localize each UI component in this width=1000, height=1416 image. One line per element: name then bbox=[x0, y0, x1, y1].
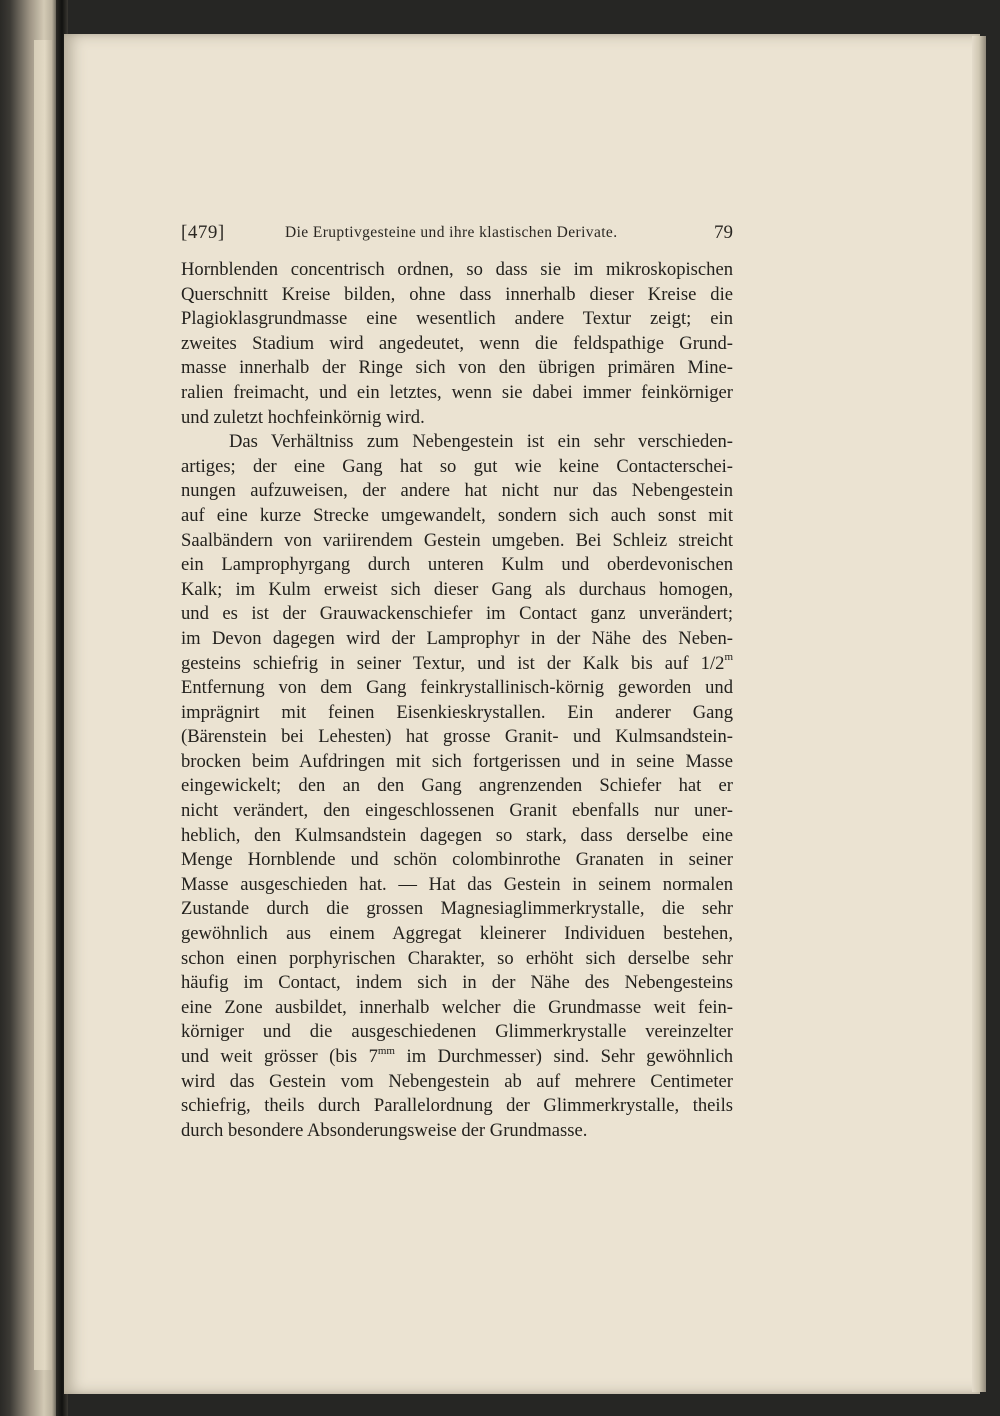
text-line: häufig im Contact, indem sich in der Nähe des Nebengesteins bbox=[181, 972, 733, 994]
text-line: schiefrig, theils durch Parallelordnung der Glimmerkrystalle, theils bbox=[181, 1095, 733, 1117]
unit-superscript: m bbox=[724, 651, 733, 664]
page-label: [479] bbox=[181, 222, 225, 243]
line-text: und weit grösser (bis 7 bbox=[181, 1046, 378, 1067]
text-line: wird das Gestein vom Nebengestein ab auf mehrere Centimeter bbox=[181, 1070, 733, 1092]
text-line: eingewickelt; den an den Gang angrenzenden Schiefer hat er bbox=[181, 775, 733, 797]
text-line: gewöhnlich aus einem Aggregat kleinerer Individuen bestehen, bbox=[181, 923, 733, 945]
text-line: ralien freimacht, und ein letztes, wenn sie dabei immer feinkörniger bbox=[181, 381, 733, 403]
text-line: Saalbändern von variirendem Gestein umgeben. Bei Schleiz streicht bbox=[181, 529, 733, 551]
text-line: schon einen porphyrischen Charakter, so erhöht sich derselbe sehr bbox=[181, 947, 733, 969]
text-line: masse innerhalb der Ringe sich von den übrigen primären Mine- bbox=[181, 357, 733, 379]
text-line: artiges; der eine Gang hat so gut wie keine Contacterschei- bbox=[181, 455, 733, 477]
text-line: ein Lamprophyrgang durch unteren Kulm und oberdevonischen bbox=[181, 554, 733, 576]
unit-superscript: mm bbox=[377, 1044, 395, 1057]
text-line: Kalk; im Kulm erweist sich dieser Gang als durchaus homogen, bbox=[181, 578, 733, 600]
text-line: im Devon dagegen wird der Lamprophyr in der Nähe des Neben- bbox=[181, 627, 733, 649]
line-text: im Durchmesser) sind. Sehr gewöhnlich bbox=[406, 1046, 733, 1067]
text-line: nicht verändert, den eingeschlossenen Granit ebenfalls nur uner- bbox=[181, 800, 733, 822]
running-title: Die Eruptivgesteine und ihre klastischen Derivate. bbox=[285, 224, 618, 241]
text-line: brocken beim Aufdringen mit sich fortgerissen und in seine Masse bbox=[181, 750, 733, 772]
fraction: 1/2 bbox=[700, 652, 725, 674]
text-line: durch besondere Absonderungsweise der Grundmasse. bbox=[181, 1119, 588, 1141]
line-text: gesteins schiefrig in seiner Textur, und ist der Kalk bis auf bbox=[181, 652, 689, 674]
text-line: Entfernung von dem Gang feinkrystallinisch-körnig geworden und bbox=[181, 677, 733, 699]
paragraph-start-line: Das Verhältniss zum Nebengestein ist ein sehr verschieden- bbox=[229, 431, 733, 453]
text-line: körniger und die ausgeschiedenen Glimmerkrystalle vereinzelter bbox=[181, 1021, 733, 1043]
body-text bbox=[181, 258, 733, 1143]
page-number: 79 bbox=[714, 222, 733, 243]
text-line-with-unit bbox=[181, 1045, 733, 1070]
text-line: und zuletzt hochfeinkörnig wird. bbox=[181, 406, 425, 428]
text-line: Zustande durch die grossen Magnesiaglimmerkrystalle, die sehr bbox=[181, 898, 733, 920]
text-line: Hornblenden concentrisch ordnen, so dass sie im mikroskopischen bbox=[181, 259, 733, 280]
text-line: nungen aufzuweisen, der andere hat nicht nur das Nebengestein bbox=[181, 480, 733, 502]
text-line: und es ist der Grauwackenschiefer im Contact ganz unverändert; bbox=[181, 603, 733, 625]
text-line: Plagioklasgrundmasse eine wesentlich andere Textur zeigt; ein bbox=[181, 308, 733, 330]
text-line: (Bärenstein bei Lehesten) hat grosse Granit- und Kulmsandstein- bbox=[181, 726, 733, 748]
text-line: imprägnirt mit feinen Eisenkieskrystallen. Ein anderer Gang bbox=[181, 701, 733, 723]
text-line: Masse ausgeschieden hat. — Hat das Gestein in seinem normalen bbox=[181, 873, 733, 895]
running-header bbox=[181, 222, 733, 248]
left-page-paper bbox=[34, 40, 52, 1370]
text-line: auf eine kurze Strecke umgewandelt, sondern sich auch sonst mit bbox=[181, 504, 733, 526]
text-line: Menge Hornblende und schön colombinrothe Granaten in seiner bbox=[181, 849, 733, 871]
text-line: heblich, den Kulmsandstein dagegen so stark, dass derselbe eine bbox=[181, 824, 733, 846]
text-line-with-fraction bbox=[181, 652, 733, 677]
text-line: zweites Stadium wird angedeutet, wenn die feldspathige Grund- bbox=[181, 332, 733, 354]
text-line: Querschnitt Kreise bilden, ohne dass innerhalb dieser Kreise die bbox=[181, 283, 733, 305]
page-stack-edge bbox=[972, 36, 986, 1392]
text-line: eine Zone ausbildet, innerhalb welcher die Grundmasse weit fein- bbox=[181, 996, 733, 1018]
